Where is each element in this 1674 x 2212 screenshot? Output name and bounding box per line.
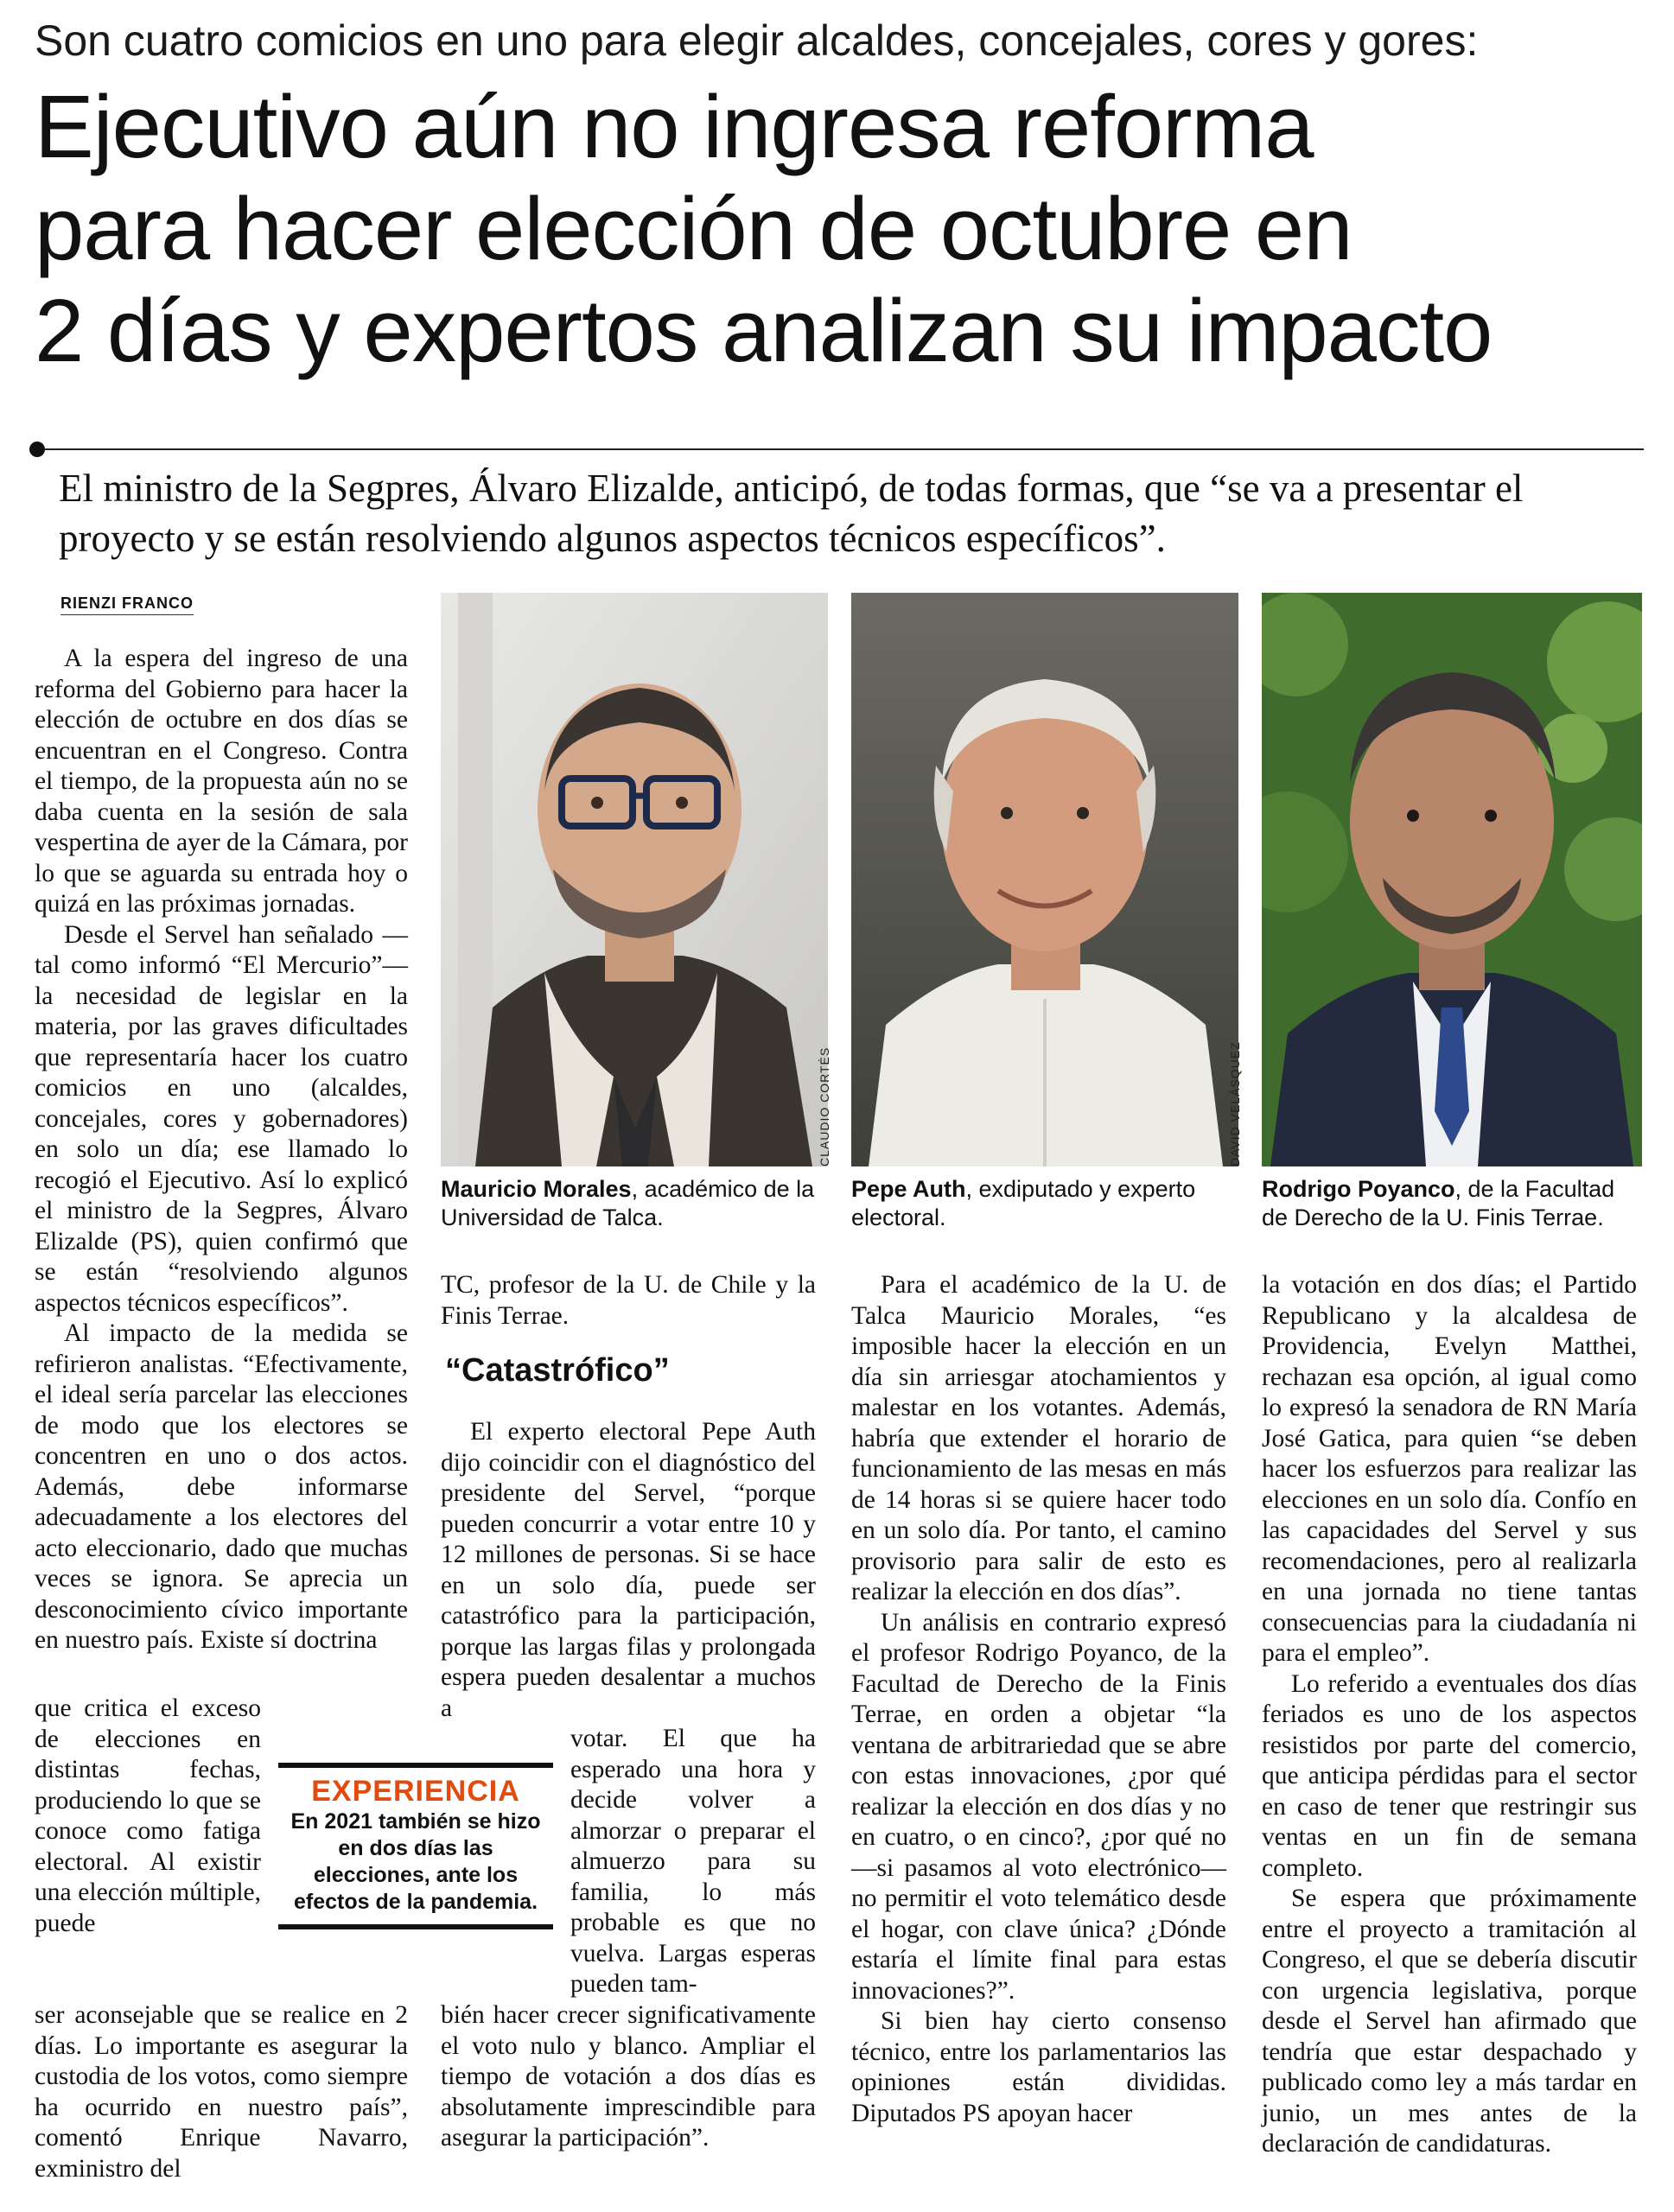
article-column-3 [851, 1270, 1226, 2129]
paragraph: la votación en dos días; el Partido Republicano y la alcaldesa de Providencia, Evelyn Matthei, rechazan esa opción, al igual como lo expresó la senadora de RN María José Gatica, para quien “se deben hacer los esfuerzos para realizar las elecciones en un solo día. Confío en las capacidades del Servel y sus recomendaciones, pero al realizarla en una jornada no tiene tantas consecuencias para la ciudadanía ni para el empleo”. [1262, 1271, 1637, 1667]
subhead: “Catastrófico” [445, 1352, 670, 1389]
photo-caption [441, 1175, 828, 1232]
experiencia-box [278, 1763, 553, 1929]
paragraph: ser aconsejable que se realice en 2 días. Lo importante es asegurar la custodia de los votos, como siempre ha ocurrido en nuestro país”, comentó Enrique Navarro, exministro del [35, 2001, 408, 2183]
paragraph: Si bien hay cierto consenso técnico, entre los parlamentarios las opiniones están divididas. Diputados PS apoyan hacer [851, 2007, 1226, 2127]
article-column-4 [1262, 1270, 1637, 2160]
portrait-illustration [441, 593, 828, 1166]
caption-name: Mauricio Morales [441, 1176, 632, 1202]
caption-description: , exdiputado y experto electoral. [851, 1176, 1196, 1230]
divider-dot [29, 442, 45, 457]
caption-name: Pepe Auth [851, 1176, 966, 1202]
paragraph: Un análisis en contrario expresó el profesor Rodrigo Poyanco, de la Facultad de Derecho de la Finis Terrae, en orden a objetar “la ventana de arbitrariedad que se abre con estas innovaciones, ¿por qué realizar la elección en dos días y no en cuatro, o en cinco?, ¿por qué no —si pasamos al voto electrónico— no permitir el voto telemático desde el hogar, con clave única? ¿Dónde estaría el límite final para estas innovaciones?”. [851, 1608, 1226, 2005]
deck: El ministro de la Segpres, Álvaro Elizalde, anticipó, de todas formas, que “se va a presentar el proyecto y se están resolviendo algunos aspectos técnicos específicos”. [59, 467, 1524, 560]
paragraph: Se espera que próximamente entre el proyecto a tramitación al Congreso, el que se debería discutir con urgencia legislativa, porque desde el Servel han afirmado que tendría que estar despachado y publicado como ley a más tardar en junio, un mes antes de la declaración de candidaturas. [1262, 1885, 1637, 2158]
photo-mauricio-morales [441, 593, 828, 1166]
box-text: En 2021 también se hizo en dos días las elecciones, ante los efectos de la pandemia. [290, 1809, 541, 1914]
divider-rule [36, 448, 1644, 450]
article-column-1-tail [35, 2000, 408, 2184]
paragraph: TC, profesor de la U. de Chile y la Finis Terrae. [441, 1271, 816, 1330]
caption-name: Rodrigo Poyanco [1262, 1176, 1455, 1202]
portrait-illustration [1262, 593, 1642, 1166]
box-title: EXPERIENCIA [311, 1775, 520, 1808]
photo-pepe-auth [851, 593, 1238, 1166]
caption-description: , académico de la Universidad de Talca. [441, 1176, 815, 1230]
paragraph: A la espera del ingreso de una reforma del Gobierno para hacer la elección de octubre en dos días se encuentran en el Congreso. Contra el tiempo, de la propuesta aún no se daba cuenta en la sesión de sala vespertina de ayer de la Cámara, por lo que se aguarda su entrada hoy o quizá en las próximas jornadas. [35, 645, 408, 918]
article-column-2-tail [441, 2000, 816, 2154]
headline-line-1: Ejecutivo aún no ingresa reforma [35, 77, 1314, 176]
byline: RIENZI FRANCO [60, 594, 194, 615]
article-column-2-wrap [570, 1724, 816, 2000]
article-column-2-body [441, 1417, 816, 1724]
paragraph: Para el académico de la U. de Talca Mauricio Morales, “es imposible hacer la elección en un día sin arriesgar atochamientos y malestar en los votantes. Además, habría que extender el horario de funcionamiento de las mesas en más de 14 horas si se quiere hacer todo en un solo día. Por tanto, el camino provisorio para salir de esto es realizar la elección en dos días”. [851, 1271, 1226, 1605]
paragraph: Al impacto de la medida se refirieron analistas. “Efectivamente, el ideal sería parcelar las elecciones de modo que los electores se concentren en uno o dos actos. Además, debe informarse adecuadamente a los electores del acto eleccionario, dado que muchas veces se ignora. Se aprecia un desconocimiento cívico importante en nuestro país. Existe sí doctrina [35, 1319, 408, 1654]
portrait-illustration [851, 593, 1238, 1166]
paragraph: bién hacer crecer significativamente el voto nulo y blanco. Ampliar el tiempo de votación a dos días es absolutamente imprescindible para asegurar la participación”. [441, 2001, 816, 2152]
headline-line-2: para hacer elección de octubre en [35, 179, 1353, 278]
paragraph: votar. El que ha esperado una hora y decide volver a almorzar o preparar el almuerzo para su familia, lo más probable es que no vuelva. Largas esperas pueden tam- [570, 1725, 816, 1998]
article-column-2 [441, 1270, 816, 1332]
caption-description: , de la Facultad de Derecho de la U. Finis Terrae. [1262, 1176, 1615, 1230]
article-column-1-wrap [35, 1694, 261, 1939]
photo-credit: CLAUDIO CORTÉS [818, 1046, 831, 1166]
photo-rodrigo-poyanco [1262, 593, 1642, 1166]
photo-credit: DAVID VELÁSQUEZ [1228, 1041, 1242, 1166]
kicker: Son cuatro comicios en uno para elegir alcaldes, concejales, cores y gores: [35, 16, 1479, 65]
paragraph: Desde el Servel han señalado —tal como informó “El Mercurio”— la necesidad de legislar en la materia, por las graves dificultades que representaría hacer los cuatro comicios en uno (alcaldes, concejales, cores y gobernadores) en solo un día; ese llamado lo recogió el Ejecutivo. Así lo explicó el ministro de la Segpres, Álvaro Elizalde (PS), quien confirmó que se están “resolviendo algunos aspectos técnicos específicos”. [35, 920, 408, 1317]
headline-line-3: 2 días y expertos analizan su impacto [35, 281, 1493, 380]
headline [35, 76, 1659, 382]
photo-caption [1262, 1175, 1642, 1232]
article-column-1 [35, 644, 408, 1656]
paragraph: El experto electoral Pepe Auth dijo coincidir con el diagnóstico del presidente del Servel, “porque pueden concurrir a votar entre 10 y 12 millones de personas. Si se hace en un solo día, puede ser catastrófico para la participación, porque las largas filas y prolongada espera pueden desalentar a muchos a [441, 1418, 816, 1722]
paragraph: Lo referido a eventuales dos días feriados es uno de los aspectos resistidos por parte del comercio, que anticipa pérdidas para el sector en caso de tener que restringir sus ventas en un fin de semana completo. [1262, 1669, 1637, 1882]
photo-caption [851, 1175, 1238, 1232]
paragraph: que critica el exceso de elecciones en distintas fechas, produciendo lo que se conoce como fatiga electoral. Al existir una elección múltiple, puede [35, 1694, 261, 1937]
